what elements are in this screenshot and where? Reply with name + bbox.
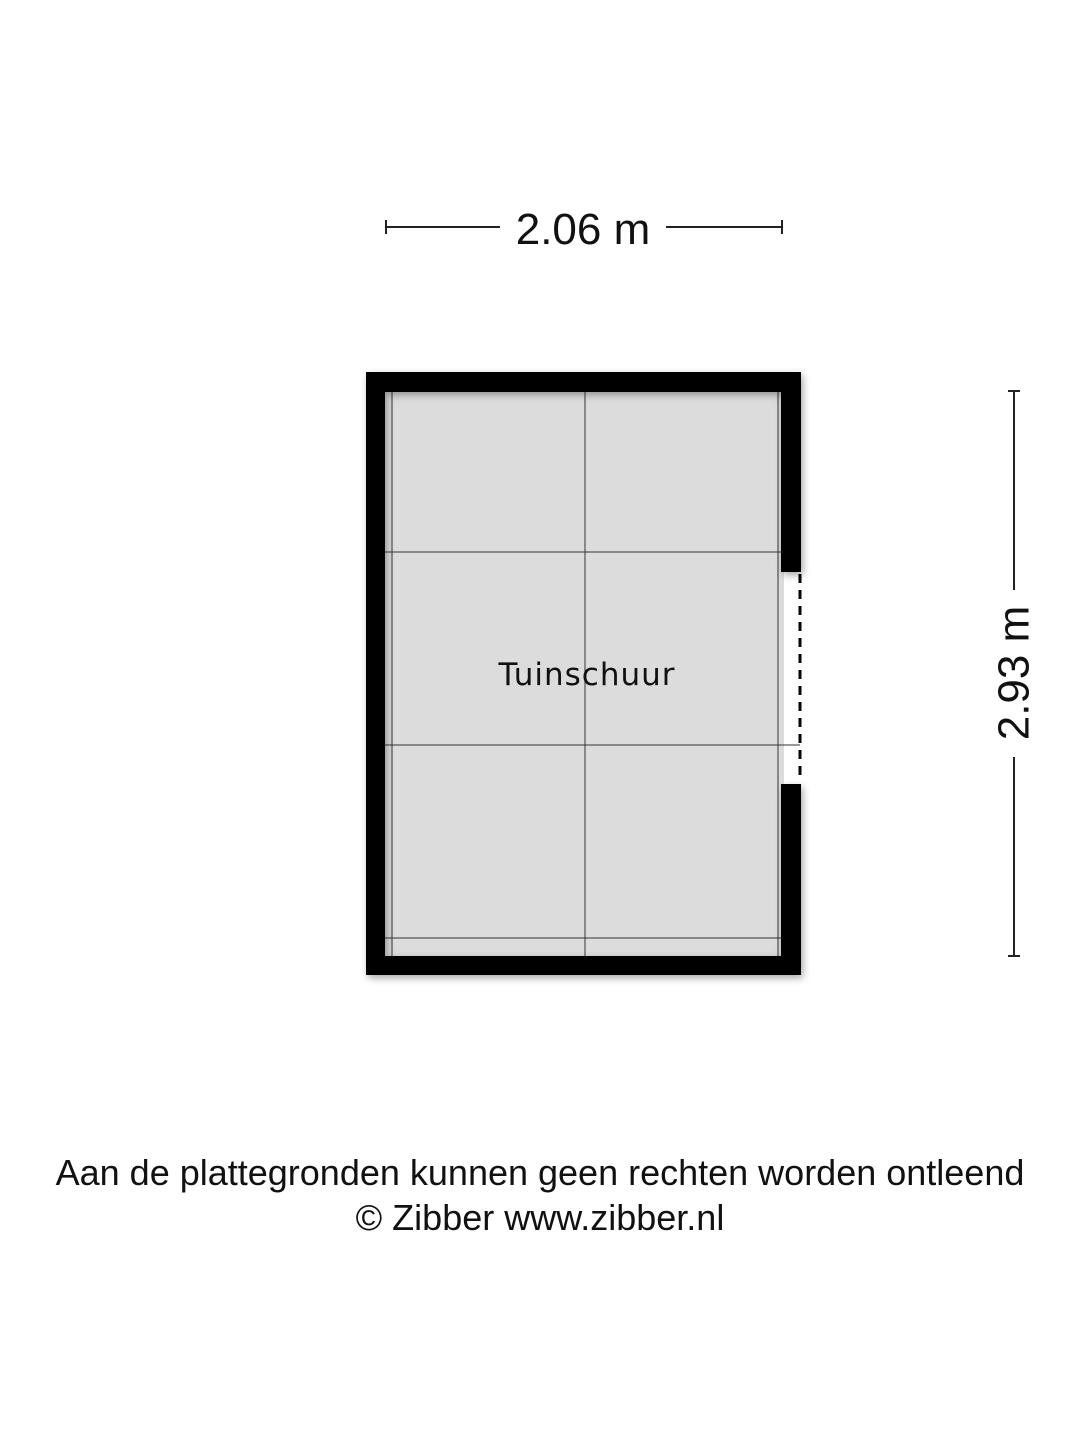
wall-right-lower <box>781 784 801 975</box>
wall-right-upper <box>781 372 801 572</box>
wall-top <box>366 372 801 392</box>
width-dimension-label: 2.06 m <box>515 205 651 254</box>
depth-dimension-label: 2.93 m <box>989 605 1039 741</box>
footer <box>0 1150 1080 1240</box>
wall-bottom <box>366 956 801 975</box>
copyright-text: © Zibber www.zibber.nl <box>355 1197 725 1238</box>
wall-left <box>366 372 385 975</box>
width-dimension <box>386 205 782 254</box>
depth-dimension <box>990 391 1039 956</box>
disclaimer-text: Aan de plattegronden kunnen geen rechten worden ontleend <box>55 1152 1025 1193</box>
room-label: Tuinschuur <box>498 657 676 693</box>
